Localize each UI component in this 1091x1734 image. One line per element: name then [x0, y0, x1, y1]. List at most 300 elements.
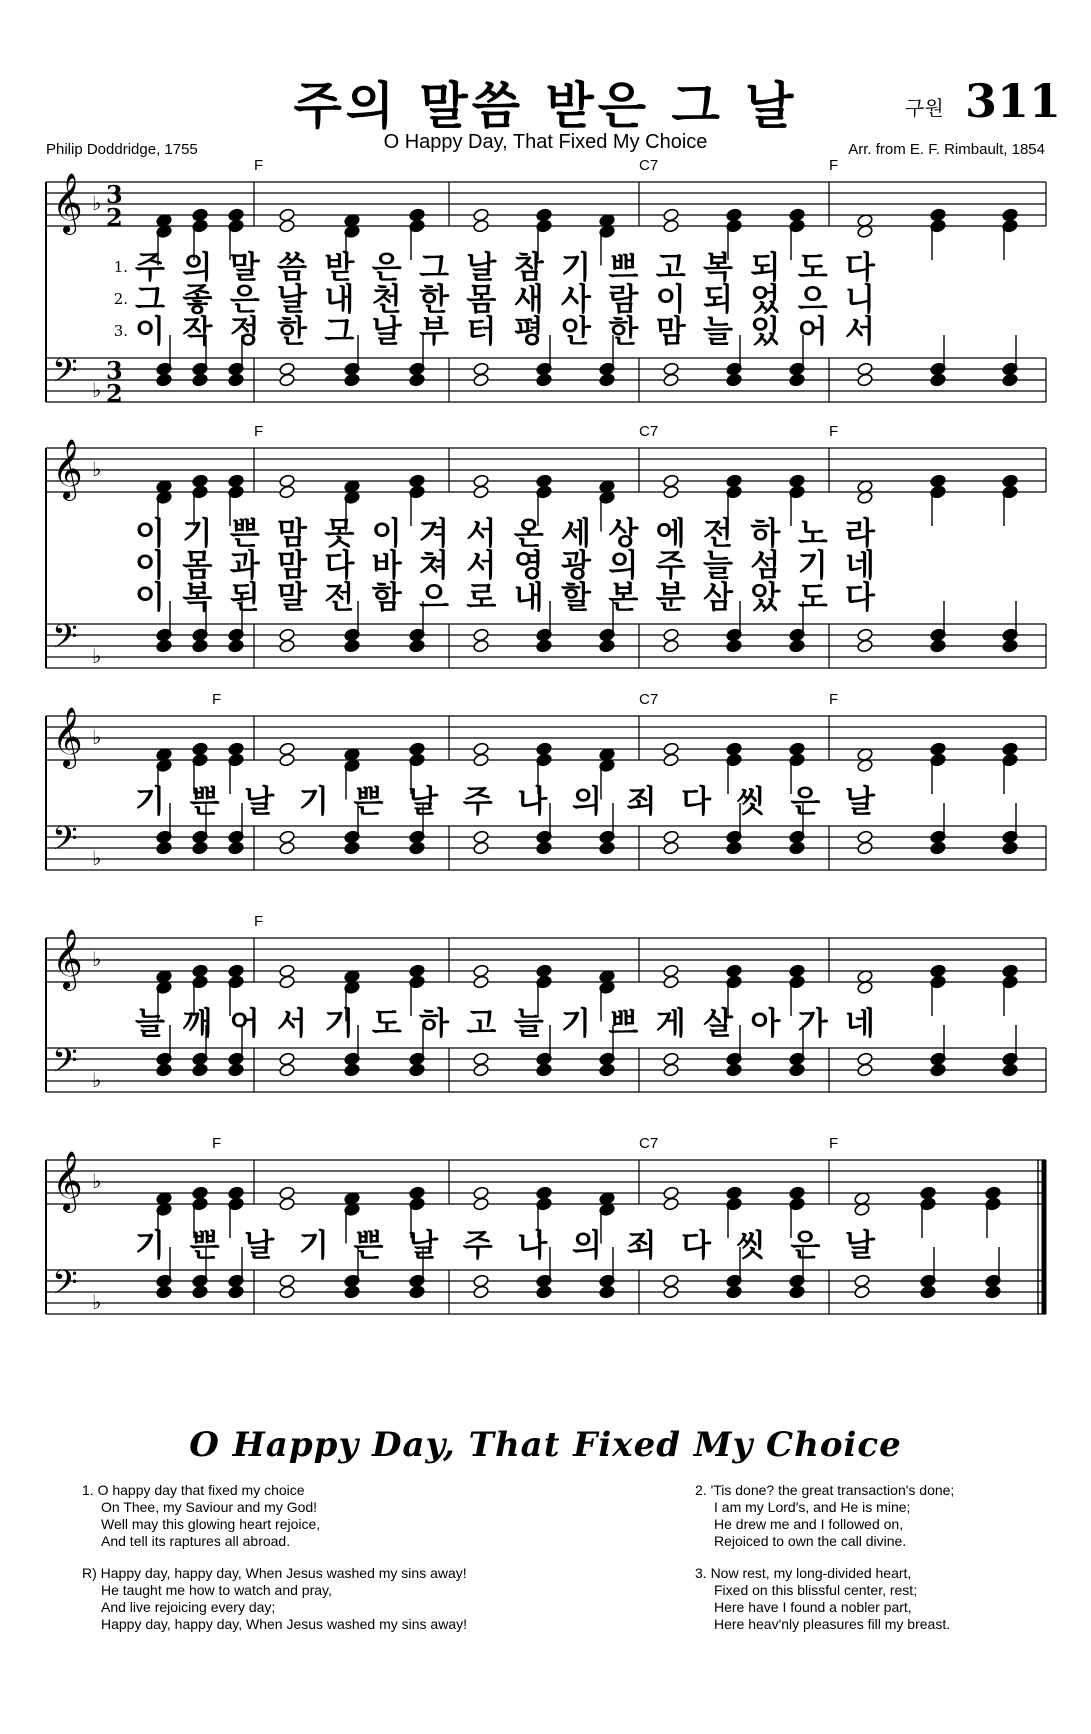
bass-note — [726, 841, 743, 855]
treble-note — [663, 219, 680, 233]
bass-note — [854, 1274, 871, 1288]
lyric-syllable: 된 — [229, 580, 260, 616]
arranger-credit: Arr. from E. F. Rimbault, 1854 — [848, 141, 1045, 158]
lyric-syllable: 라 — [845, 516, 875, 552]
treble-note — [930, 742, 947, 756]
lyric-syllable: 의 — [182, 250, 213, 286]
treble-note — [536, 208, 553, 222]
treble-note — [192, 208, 209, 222]
chord-symbol: F — [212, 691, 222, 708]
treble-note — [228, 1186, 245, 1200]
lyric-syllable: 쁜 — [189, 1228, 220, 1264]
chord-symbol: C7 — [639, 423, 659, 440]
lyric-syllable: 기 — [182, 516, 213, 552]
lyric-syllable: 내 — [324, 282, 355, 318]
bass-note — [536, 373, 553, 387]
treble-note — [473, 742, 490, 756]
bass-note — [228, 1063, 245, 1077]
treble-note — [663, 208, 680, 222]
lyric-syllable: 안 — [561, 314, 591, 350]
bass-note — [279, 1052, 296, 1066]
treble-note — [789, 1186, 806, 1200]
lyric-syllable: 쁘 — [608, 1006, 639, 1042]
chord-symbol: C7 — [639, 157, 659, 174]
treble-note — [1002, 742, 1019, 756]
bass-note — [228, 639, 245, 653]
treble-clef-icon: 𝄞 — [52, 1151, 83, 1211]
bass-note — [663, 362, 680, 376]
treble-note — [473, 1197, 490, 1211]
chord-symbol: F — [829, 157, 839, 174]
bass-note — [279, 1274, 296, 1288]
lyric-syllable: 쁜 — [229, 516, 260, 552]
lyric-syllable: 주 — [462, 1228, 493, 1264]
treble-note — [279, 964, 296, 978]
lyric-syllable: 쁜 — [189, 784, 220, 820]
flat-icon: ♭ — [92, 725, 102, 749]
chord-symbol: F — [254, 423, 264, 440]
english-line: Fixed on this blissful center, rest; — [714, 1582, 918, 1598]
bass-note — [789, 1285, 806, 1299]
lyric-syllable: 겨 — [419, 516, 449, 552]
lyric-syllable: 좋 — [182, 282, 213, 318]
treble-note — [663, 485, 680, 499]
bass-note — [920, 1285, 937, 1299]
bass-note — [473, 362, 490, 376]
lyric-syllable: 죄 — [626, 784, 657, 820]
english-line: Happy day, happy day, When Jesus washed my sins away! — [101, 1616, 467, 1632]
lyric-syllable: 고 — [655, 250, 686, 286]
bass-note — [279, 1063, 296, 1077]
lyric-syllable: 씻 — [735, 1228, 766, 1264]
lyric-syllable: 어 — [229, 1006, 260, 1042]
treble-note — [192, 964, 209, 978]
lyric-syllable: 었 — [750, 282, 781, 318]
flat-icon: ♭ — [92, 191, 102, 215]
flat-icon: ♭ — [92, 457, 102, 481]
treble-note — [228, 742, 245, 756]
lyric-syllable: 으 — [797, 282, 828, 318]
lyric-syllable: 날 — [277, 282, 307, 318]
treble-note — [228, 208, 245, 222]
bass-note — [1002, 1063, 1019, 1077]
bass-note — [536, 841, 553, 855]
lyric-syllable: 이 — [371, 516, 402, 552]
lyric-syllable: 로 — [466, 580, 497, 616]
treble-note — [192, 474, 209, 488]
lyric-syllable: 온 — [513, 516, 544, 552]
treble-note — [536, 964, 553, 978]
lyric-syllable: 쳐 — [419, 548, 449, 584]
lyric-syllable: 말 — [229, 250, 260, 286]
lyric-syllable: 게 — [655, 1006, 686, 1042]
lyric-syllable: 쁘 — [608, 250, 639, 286]
bass-note — [857, 639, 874, 653]
lyric-syllable: 에 — [655, 516, 686, 552]
lyric-syllable: 받 — [324, 250, 355, 286]
treble-clef-icon: 𝄞 — [52, 439, 83, 499]
bass-note — [473, 841, 490, 855]
bass-note — [409, 639, 426, 653]
lyric-syllable: 복 — [182, 580, 213, 616]
treble-note — [228, 964, 245, 978]
treble-note — [1002, 474, 1019, 488]
bass-note — [789, 841, 806, 855]
lyric-syllable: 기 — [298, 1228, 329, 1264]
lyric-syllable: 은 — [229, 282, 260, 318]
bass-note — [663, 1285, 680, 1299]
lyric-syllable: 의 — [571, 1228, 602, 1264]
english-line: He drew me and I followed on, — [714, 1516, 904, 1532]
treble-note — [726, 964, 743, 978]
lyric-syllable: 네 — [845, 548, 875, 584]
treble-note — [279, 219, 296, 233]
lyric-syllable: 함 — [371, 580, 402, 616]
treble-note — [930, 964, 947, 978]
lyric-syllable: 날 — [408, 784, 439, 820]
bass-note — [1002, 841, 1019, 855]
bass-note — [857, 628, 874, 642]
lyric-syllable: 서 — [277, 1006, 307, 1042]
treble-note — [663, 742, 680, 756]
english-line: 3. Now rest, my long-divided heart, — [695, 1565, 912, 1581]
treble-note — [985, 1186, 1002, 1200]
lyric-syllable: 주 — [655, 548, 686, 584]
treble-note — [279, 742, 296, 756]
bass-note — [726, 1285, 743, 1299]
bass-note — [789, 1063, 806, 1077]
bass-note — [599, 1063, 616, 1077]
treble-note — [726, 1186, 743, 1200]
treble-note — [663, 1197, 680, 1211]
english-hymn-title: O Happy Day, That Fixed My Choice — [189, 1425, 902, 1465]
english-line: And tell its raptures all abroad. — [101, 1533, 291, 1549]
treble-note — [473, 485, 490, 499]
lyric-syllable: 그 — [324, 314, 355, 350]
lyric-syllable: 나 — [517, 1228, 548, 1264]
lyric-syllable: 복 — [703, 250, 733, 286]
lyric-syllable: 늘 — [703, 314, 733, 350]
lyric-syllable: 세 — [561, 516, 591, 552]
treble-clef-icon: 𝄞 — [52, 707, 83, 767]
lyric-syllable: 다 — [681, 784, 712, 820]
bass-clef-icon: 𝄢 — [52, 352, 78, 398]
bass-clef-icon: 𝄢 — [52, 1264, 78, 1310]
bass-note — [473, 830, 490, 844]
bass-clef-icon: 𝄢 — [52, 618, 78, 664]
bass-note — [536, 1063, 553, 1077]
lyric-syllable: 할 — [561, 580, 591, 616]
treble-note — [930, 208, 947, 222]
time-signature-bottom: 2 — [106, 379, 123, 408]
chord-symbol: F — [829, 691, 839, 708]
lyric-syllable: 기 — [561, 1006, 591, 1042]
chord-symbol: F — [829, 1135, 839, 1152]
bass-note — [409, 1063, 426, 1077]
treble-note — [789, 208, 806, 222]
lyric-syllable: 날 — [408, 1228, 439, 1264]
lyric-syllable: 날 — [845, 1228, 875, 1264]
treble-note — [789, 742, 806, 756]
bass-note — [726, 639, 743, 653]
bass-note — [228, 1285, 245, 1299]
lyric-syllable: 다 — [845, 580, 875, 616]
lyric-syllable: 천 — [371, 282, 402, 318]
english-line: I am my Lord's, and He is mine; — [714, 1499, 911, 1515]
lyric-syllable: 그 — [135, 282, 165, 318]
bass-note — [536, 1285, 553, 1299]
lyric-syllable: 으 — [419, 580, 449, 616]
lyric-syllable: 도 — [797, 250, 828, 286]
treble-note — [473, 964, 490, 978]
treble-note — [536, 742, 553, 756]
bass-note — [473, 1063, 490, 1077]
treble-note — [279, 208, 296, 222]
bass-note — [599, 373, 616, 387]
lyric-syllable: 기 — [324, 1006, 355, 1042]
lyric-syllable: 참 — [513, 250, 544, 286]
lyric-syllable: 날 — [845, 784, 875, 820]
treble-note — [409, 474, 426, 488]
treble-note — [473, 474, 490, 488]
bass-note — [854, 1285, 871, 1299]
lyric-syllable: 은 — [790, 784, 821, 820]
lyric-syllable: 말 — [277, 580, 307, 616]
bass-note — [409, 373, 426, 387]
lyric-syllable: 과 — [229, 548, 260, 584]
bass-note — [228, 841, 245, 855]
treble-note — [409, 1186, 426, 1200]
bass-note — [279, 628, 296, 642]
bass-note — [473, 639, 490, 653]
english-line: Here heav'nly pleasures fill my breast. — [714, 1616, 951, 1632]
lyric-syllable: 맘 — [655, 314, 686, 350]
bass-note — [536, 639, 553, 653]
lyric-syllable: 기 — [298, 784, 329, 820]
lyric-syllable: 네 — [845, 1006, 875, 1042]
treble-note — [279, 474, 296, 488]
bass-note — [192, 841, 209, 855]
bass-note — [857, 841, 874, 855]
bass-note — [726, 373, 743, 387]
bass-note — [473, 373, 490, 387]
bass-note — [279, 830, 296, 844]
treble-note — [663, 975, 680, 989]
english-refrain — [82, 1565, 467, 1633]
lyric-syllable: 의 — [571, 784, 602, 820]
bass-note — [279, 373, 296, 387]
bass-note — [156, 373, 173, 387]
treble-note — [726, 208, 743, 222]
lyric-syllable: 있 — [750, 314, 781, 350]
time-signature-bottom: 2 — [106, 203, 123, 232]
lyric-syllable: 날 — [371, 314, 402, 350]
english-line: 1. O happy day that fixed my choice — [82, 1482, 305, 1498]
lyric-syllable: 이 — [135, 580, 165, 616]
bass-note — [599, 841, 616, 855]
lyric-syllable: 터 — [466, 314, 497, 350]
english-line: And live rejoicing every day; — [101, 1599, 276, 1615]
bass-note — [279, 362, 296, 376]
lyric-syllable: 맘 — [277, 516, 307, 552]
hymn-category-label: 구원 — [905, 96, 944, 120]
lyric-syllable: 내 — [513, 580, 544, 616]
bass-note — [192, 1285, 209, 1299]
bass-note — [789, 639, 806, 653]
lyric-syllable: 기 — [135, 784, 165, 820]
time-signature-top: 3 — [106, 180, 123, 209]
treble-note — [789, 474, 806, 488]
bass-note — [409, 841, 426, 855]
lyric-syllable: 이 — [135, 548, 165, 584]
lyric-syllable: 그 — [419, 250, 449, 286]
english-line: He taught me how to watch and pray, — [101, 1582, 332, 1598]
verse-number: 1. — [113, 258, 128, 276]
chord-symbol: F — [254, 157, 264, 174]
lyric-syllable: 기 — [135, 1228, 165, 1264]
treble-note — [279, 753, 296, 767]
lyric-syllable: 한 — [608, 314, 639, 350]
treble-clef-icon: 𝄞 — [52, 173, 83, 233]
treble-note — [930, 474, 947, 488]
lyric-syllable: 삼 — [703, 580, 733, 616]
bass-note — [857, 373, 874, 387]
lyric-syllable: 광 — [561, 548, 591, 584]
bass-note — [192, 639, 209, 653]
treble-note — [536, 1186, 553, 1200]
chord-symbol: F — [212, 1135, 222, 1152]
lyric-syllable: 날 — [244, 784, 275, 820]
bass-note — [663, 628, 680, 642]
lyric-syllable: 한 — [277, 314, 307, 350]
bass-note — [192, 1063, 209, 1077]
lyric-syllable: 맘 — [277, 548, 307, 584]
bass-note — [344, 1285, 361, 1299]
treble-note — [409, 964, 426, 978]
chord-symbol: F — [254, 913, 264, 930]
bass-note — [857, 362, 874, 376]
lyric-syllable: 몸 — [466, 282, 497, 318]
treble-note — [473, 1186, 490, 1200]
lyric-syllable: 상 — [608, 516, 639, 552]
lyric-syllable: 다 — [845, 250, 875, 286]
lyric-syllable: 기 — [797, 548, 828, 584]
bass-note — [663, 1052, 680, 1066]
flat-icon: ♭ — [92, 1169, 102, 1193]
bass-note — [156, 841, 173, 855]
lyric-syllable: 되 — [703, 282, 733, 318]
lyric-syllable: 아 — [750, 1006, 781, 1042]
bass-note — [192, 373, 209, 387]
lyric-syllable: 나 — [517, 784, 548, 820]
lyric-syllable: 은 — [790, 1228, 821, 1264]
chord-symbol: C7 — [639, 691, 659, 708]
lyric-syllable: 어 — [797, 314, 828, 350]
bass-note — [663, 373, 680, 387]
treble-note — [228, 474, 245, 488]
lyric-syllable: 하 — [419, 1006, 449, 1042]
bass-note — [228, 373, 245, 387]
lyric-syllable: 노 — [797, 516, 828, 552]
flat-icon: ♭ — [92, 644, 102, 668]
lyric-syllable: 다 — [681, 1228, 712, 1264]
bass-note — [789, 373, 806, 387]
treble-note — [920, 1186, 937, 1200]
treble-note — [279, 975, 296, 989]
verse-number: 3. — [113, 322, 128, 340]
lyric-syllable: 씻 — [735, 784, 766, 820]
treble-note — [663, 1186, 680, 1200]
bass-clef-icon: 𝄢 — [52, 1042, 78, 1088]
treble-note — [409, 742, 426, 756]
treble-note — [473, 219, 490, 233]
bass-note — [156, 639, 173, 653]
lyric-syllable: 람 — [608, 282, 639, 318]
lyric-syllable: 못 — [324, 516, 355, 552]
lyric-syllable: 한 — [419, 282, 449, 318]
lyric-syllable: 주 — [462, 784, 493, 820]
author-credit: Philip Doddridge, 1755 — [46, 141, 198, 158]
lyric-syllable: 본 — [608, 580, 639, 616]
treble-note — [192, 1186, 209, 1200]
english-line: Well may this glowing heart rejoice, — [101, 1516, 321, 1532]
english-line: 2. 'Tis done? the great transaction's done; — [695, 1482, 955, 1498]
treble-note — [279, 1186, 296, 1200]
flat-icon: ♭ — [92, 846, 102, 870]
lyric-syllable: 도 — [797, 580, 828, 616]
bass-note — [857, 830, 874, 844]
lyric-syllable: 하 — [750, 516, 781, 552]
lyric-syllable: 사 — [561, 282, 591, 318]
lyric-syllable: 서 — [466, 516, 497, 552]
lyric-syllable: 이 — [655, 282, 686, 318]
flat-icon: ♭ — [92, 1290, 102, 1314]
english-line: On Thee, my Saviour and my God! — [101, 1499, 318, 1515]
english-line: R) Happy day, happy day, When Jesus washed my sins away! — [82, 1565, 467, 1581]
treble-note — [473, 975, 490, 989]
treble-note — [663, 753, 680, 767]
bass-note — [344, 1063, 361, 1077]
hymn-number: 311 — [965, 74, 1062, 128]
chord-symbol: F — [829, 423, 839, 440]
lyric-syllable: 늘 — [135, 1006, 165, 1042]
lyric-syllable: 서 — [466, 548, 497, 584]
bass-note — [930, 1063, 947, 1077]
lyric-syllable: 이 — [135, 314, 165, 350]
lyric-syllable: 평 — [513, 314, 544, 350]
flat-icon: ♭ — [92, 947, 102, 971]
bass-note — [279, 841, 296, 855]
lyric-syllable: 늘 — [513, 1006, 544, 1042]
bass-clef-icon: 𝄢 — [52, 820, 78, 866]
lyric-syllable: 다 — [324, 548, 355, 584]
bass-note — [473, 628, 490, 642]
lyric-syllable: 바 — [371, 548, 402, 584]
lyric-syllable: 부 — [419, 314, 449, 350]
bass-note — [599, 639, 616, 653]
bass-note — [156, 1063, 173, 1077]
bass-note — [663, 639, 680, 653]
english-verse-1 — [82, 1482, 320, 1550]
lyric-syllable: 몸 — [182, 548, 213, 584]
lyric-syllable: 영 — [513, 548, 544, 584]
verse-number: 2. — [113, 290, 128, 308]
lyric-syllable: 분 — [655, 580, 686, 616]
lyric-syllable: 죄 — [626, 1228, 657, 1264]
flat-icon: ♭ — [92, 378, 102, 402]
bass-note — [473, 1274, 490, 1288]
lyric-syllable: 가 — [797, 1006, 828, 1042]
